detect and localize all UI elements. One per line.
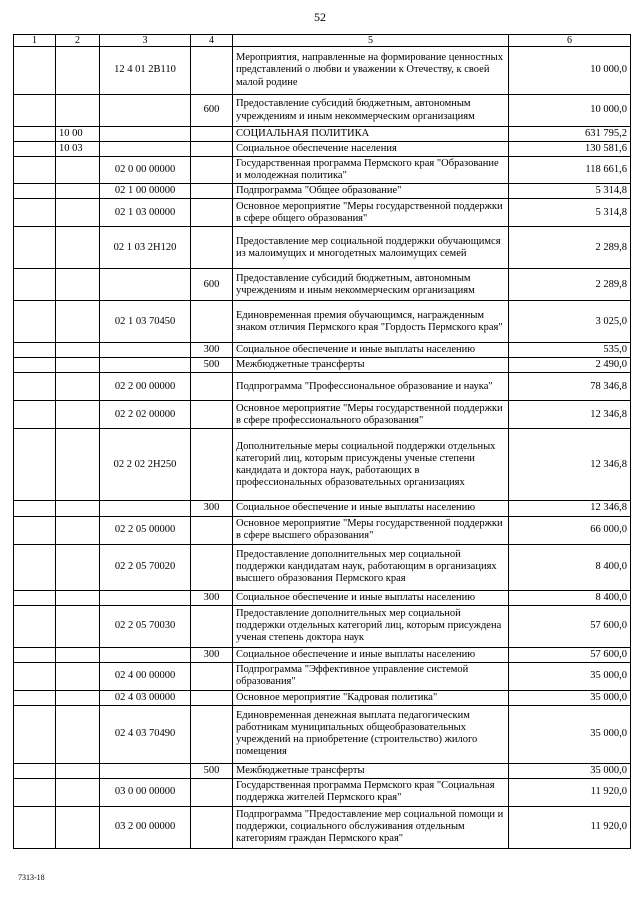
table-row [14, 647, 631, 662]
cell-subsection [56, 95, 100, 127]
cell-target-code: 02 2 05 00000 [100, 516, 191, 544]
cell-section [14, 95, 56, 127]
cell-subsection [56, 269, 100, 301]
cell-subsection [56, 429, 100, 501]
footer-code: 7313-18 [18, 873, 45, 882]
cell-expense-type [191, 184, 233, 199]
cell-target-code [100, 343, 191, 358]
cell-amount: 5 314,8 [509, 199, 631, 227]
cell-description: Подпрограмма "Общее образование" [233, 184, 509, 199]
cell-subsection [56, 301, 100, 343]
header-col-6: 6 [509, 35, 631, 47]
table-row [14, 690, 631, 705]
table-row [14, 401, 631, 429]
cell-subsection [56, 647, 100, 662]
table-row [14, 373, 631, 401]
cell-expense-type [191, 690, 233, 705]
cell-expense-type: 300 [191, 647, 233, 662]
table-row [14, 806, 631, 848]
table-row [14, 199, 631, 227]
cell-description: Основное мероприятие "Меры государственной поддержки в сфере общего образования" [233, 199, 509, 227]
cell-description: Подпрограмма "Эффективное управление системой образования" [233, 662, 509, 690]
table-row [14, 184, 631, 199]
cell-section [14, 590, 56, 605]
cell-section [14, 301, 56, 343]
cell-target-code [100, 95, 191, 127]
cell-target-code: 02 4 03 00000 [100, 690, 191, 705]
cell-expense-type [191, 778, 233, 806]
cell-description: Межбюджетные трансферты [233, 763, 509, 778]
cell-description: Предоставление дополнительных мер социальной поддержки отдельных категорий лиц, которым присуждена ученая степень доктора наук [233, 605, 509, 647]
cell-subsection [56, 401, 100, 429]
cell-target-code: 02 2 02 00000 [100, 401, 191, 429]
table-row [14, 705, 631, 763]
cell-amount: 2 289,8 [509, 269, 631, 301]
cell-section [14, 184, 56, 199]
cell-section [14, 157, 56, 184]
cell-expense-type [191, 47, 233, 95]
cell-subsection: 10 00 [56, 127, 100, 142]
table-row [14, 590, 631, 605]
cell-target-code: 02 2 05 70020 [100, 544, 191, 590]
cell-amount: 12 346,8 [509, 401, 631, 429]
cell-description: Единовременная премия обучающимся, награжденным знаком отличия Пермского края "Гордость Пермского края" [233, 301, 509, 343]
cell-subsection [56, 516, 100, 544]
cell-target-code: 12 4 01 2B110 [100, 47, 191, 95]
table-row [14, 47, 631, 95]
cell-expense-type [191, 544, 233, 590]
cell-amount: 118 661,6 [509, 157, 631, 184]
cell-section [14, 662, 56, 690]
cell-expense-type: 300 [191, 590, 233, 605]
cell-description: Социальное обеспечение и иные выплаты населению [233, 647, 509, 662]
cell-section [14, 544, 56, 590]
header-col-1: 1 [14, 35, 56, 47]
cell-expense-type [191, 227, 233, 269]
header-col-4: 4 [191, 35, 233, 47]
cell-description: Межбюджетные трансферты [233, 358, 509, 373]
cell-expense-type [191, 806, 233, 848]
cell-subsection [56, 47, 100, 95]
cell-section [14, 763, 56, 778]
cell-section [14, 127, 56, 142]
cell-expense-type [191, 127, 233, 142]
cell-subsection [56, 373, 100, 401]
cell-expense-type [191, 705, 233, 763]
cell-description: СОЦИАЛЬНАЯ ПОЛИТИКА [233, 127, 509, 142]
cell-section [14, 269, 56, 301]
cell-expense-type [191, 373, 233, 401]
cell-subsection [56, 184, 100, 199]
cell-amount: 11 920,0 [509, 806, 631, 848]
table-row [14, 343, 631, 358]
budget-table [13, 34, 631, 849]
cell-expense-type: 500 [191, 763, 233, 778]
cell-subsection [56, 590, 100, 605]
table-row [14, 269, 631, 301]
cell-subsection [56, 605, 100, 647]
cell-section [14, 227, 56, 269]
cell-description: Предоставление мер социальной поддержки обучающимся из малоимущих и многодетных малоимущих семей [233, 227, 509, 269]
cell-target-code [100, 358, 191, 373]
table-row [14, 544, 631, 590]
cell-expense-type [191, 301, 233, 343]
cell-expense-type [191, 429, 233, 501]
cell-amount: 3 025,0 [509, 301, 631, 343]
header-col-5: 5 [233, 35, 509, 47]
cell-section [14, 358, 56, 373]
table-row [14, 501, 631, 516]
cell-description: Основное мероприятие "Меры государственной поддержки в сфере профессионального образования" [233, 401, 509, 429]
cell-amount: 10 000,0 [509, 95, 631, 127]
cell-section [14, 199, 56, 227]
cell-expense-type [191, 199, 233, 227]
table-row [14, 763, 631, 778]
cell-target-code [100, 763, 191, 778]
cell-expense-type: 300 [191, 501, 233, 516]
cell-target-code [100, 501, 191, 516]
cell-expense-type: 600 [191, 269, 233, 301]
header-col-3: 3 [100, 35, 191, 47]
cell-description: Основное мероприятие "Меры государственной поддержки в сфере высшего образования" [233, 516, 509, 544]
header-row [14, 35, 631, 47]
cell-section [14, 373, 56, 401]
cell-description: Основное мероприятие "Кадровая политика" [233, 690, 509, 705]
cell-amount: 35 000,0 [509, 763, 631, 778]
cell-section [14, 647, 56, 662]
cell-description: Подпрограмма "Предоставление мер социальной помощи и поддержки, социального обслуживания отдельным категориям граждан Пермского края" [233, 806, 509, 848]
cell-amount: 130 581,6 [509, 142, 631, 157]
cell-subsection: 10 03 [56, 142, 100, 157]
cell-description: Предоставление субсидий бюджетным, автономным учреждениям и иным некоммерческим организациям [233, 95, 509, 127]
cell-amount: 11 920,0 [509, 778, 631, 806]
cell-description: Социальное обеспечение населения [233, 142, 509, 157]
cell-subsection [56, 157, 100, 184]
cell-expense-type [191, 401, 233, 429]
cell-subsection [56, 690, 100, 705]
cell-expense-type [191, 516, 233, 544]
cell-subsection [56, 806, 100, 848]
cell-amount: 12 346,8 [509, 501, 631, 516]
table-row [14, 142, 631, 157]
cell-amount: 66 000,0 [509, 516, 631, 544]
cell-subsection [56, 705, 100, 763]
cell-amount: 631 795,2 [509, 127, 631, 142]
cell-amount: 2 490,0 [509, 358, 631, 373]
cell-target-code: 02 1 03 70450 [100, 301, 191, 343]
cell-expense-type [191, 605, 233, 647]
cell-description: Государственная программа Пермского края "Образование и молодежная политика" [233, 157, 509, 184]
cell-target-code: 03 0 00 00000 [100, 778, 191, 806]
table-row [14, 157, 631, 184]
table-row [14, 778, 631, 806]
cell-amount: 12 346,8 [509, 429, 631, 501]
cell-expense-type [191, 662, 233, 690]
cell-description: Социальное обеспечение и иные выплаты населению [233, 501, 509, 516]
cell-description: Социальное обеспечение и иные выплаты населению [233, 590, 509, 605]
cell-section [14, 401, 56, 429]
table-row [14, 227, 631, 269]
cell-subsection [56, 343, 100, 358]
cell-description: Государственная программа Пермского края "Социальная поддержка жителей Пермского края" [233, 778, 509, 806]
table-row [14, 662, 631, 690]
cell-amount: 35 000,0 [509, 662, 631, 690]
cell-section [14, 429, 56, 501]
cell-subsection [56, 501, 100, 516]
cell-target-code: 02 1 03 2Н120 [100, 227, 191, 269]
cell-target-code [100, 269, 191, 301]
table-row [14, 605, 631, 647]
cell-target-code: 02 2 02 2Н250 [100, 429, 191, 501]
cell-target-code: 02 2 00 00000 [100, 373, 191, 401]
cell-expense-type [191, 157, 233, 184]
cell-target-code [100, 127, 191, 142]
cell-section [14, 690, 56, 705]
cell-description: Подпрограмма "Профессиональное образование и наука" [233, 373, 509, 401]
cell-subsection [56, 544, 100, 590]
table-body [14, 47, 631, 849]
cell-target-code: 03 2 00 00000 [100, 806, 191, 848]
cell-subsection [56, 199, 100, 227]
cell-description: Предоставление субсидий бюджетным, автономным учреждениям и иным некоммерческим организациям [233, 269, 509, 301]
cell-description: Предоставление дополнительных мер социальной поддержки кандидатам наук, работающим в организациях высшего образования Пермского края [233, 544, 509, 590]
cell-section [14, 705, 56, 763]
cell-target-code [100, 142, 191, 157]
cell-target-code: 02 0 00 00000 [100, 157, 191, 184]
cell-amount: 57 600,0 [509, 647, 631, 662]
cell-amount: 8 400,0 [509, 544, 631, 590]
cell-description: Единовременная денежная выплата педагогическим работникам муниципальных общеобразовательных учреждений на приобретение (строительство) жилого помещения [233, 705, 509, 763]
cell-subsection [56, 778, 100, 806]
table-row [14, 358, 631, 373]
cell-target-code: 02 1 03 00000 [100, 199, 191, 227]
cell-amount: 10 000,0 [509, 47, 631, 95]
cell-target-code [100, 647, 191, 662]
cell-subsection [56, 227, 100, 269]
table-row [14, 516, 631, 544]
cell-section [14, 501, 56, 516]
cell-target-code: 02 4 00 00000 [100, 662, 191, 690]
cell-section [14, 343, 56, 358]
cell-subsection [56, 358, 100, 373]
cell-section [14, 806, 56, 848]
table-row [14, 429, 631, 501]
cell-subsection [56, 763, 100, 778]
cell-amount: 35 000,0 [509, 690, 631, 705]
cell-expense-type: 500 [191, 358, 233, 373]
cell-amount: 535,0 [509, 343, 631, 358]
cell-section [14, 516, 56, 544]
cell-subsection [56, 662, 100, 690]
cell-section [14, 142, 56, 157]
cell-target-code [100, 590, 191, 605]
cell-target-code: 02 1 00 00000 [100, 184, 191, 199]
cell-description: Мероприятия, направленные на формирование ценностных представлений о любви и уважении к Отечеству, к своей малой родине [233, 47, 509, 95]
cell-amount: 57 600,0 [509, 605, 631, 647]
cell-amount: 5 314,8 [509, 184, 631, 199]
cell-expense-type [191, 142, 233, 157]
cell-target-code: 02 4 03 70490 [100, 705, 191, 763]
cell-amount: 2 289,8 [509, 227, 631, 269]
cell-expense-type: 600 [191, 95, 233, 127]
cell-amount: 8 400,0 [509, 590, 631, 605]
table-row [14, 127, 631, 142]
cell-section [14, 778, 56, 806]
cell-section [14, 47, 56, 95]
cell-amount: 78 346,8 [509, 373, 631, 401]
cell-amount: 35 000,0 [509, 705, 631, 763]
header-col-2: 2 [56, 35, 100, 47]
cell-description: Социальное обеспечение и иные выплаты населению [233, 343, 509, 358]
cell-description: Дополнительные меры социальной поддержки отдельных категорий лиц, которым присуждены ученые степени кандидата и доктора наук, работающих в профессиональных образовательных организациях [233, 429, 509, 501]
table-row [14, 95, 631, 127]
cell-section [14, 605, 56, 647]
cell-expense-type: 300 [191, 343, 233, 358]
page-number: 52 [314, 10, 326, 24]
cell-target-code: 02 2 05 70030 [100, 605, 191, 647]
table-row [14, 301, 631, 343]
